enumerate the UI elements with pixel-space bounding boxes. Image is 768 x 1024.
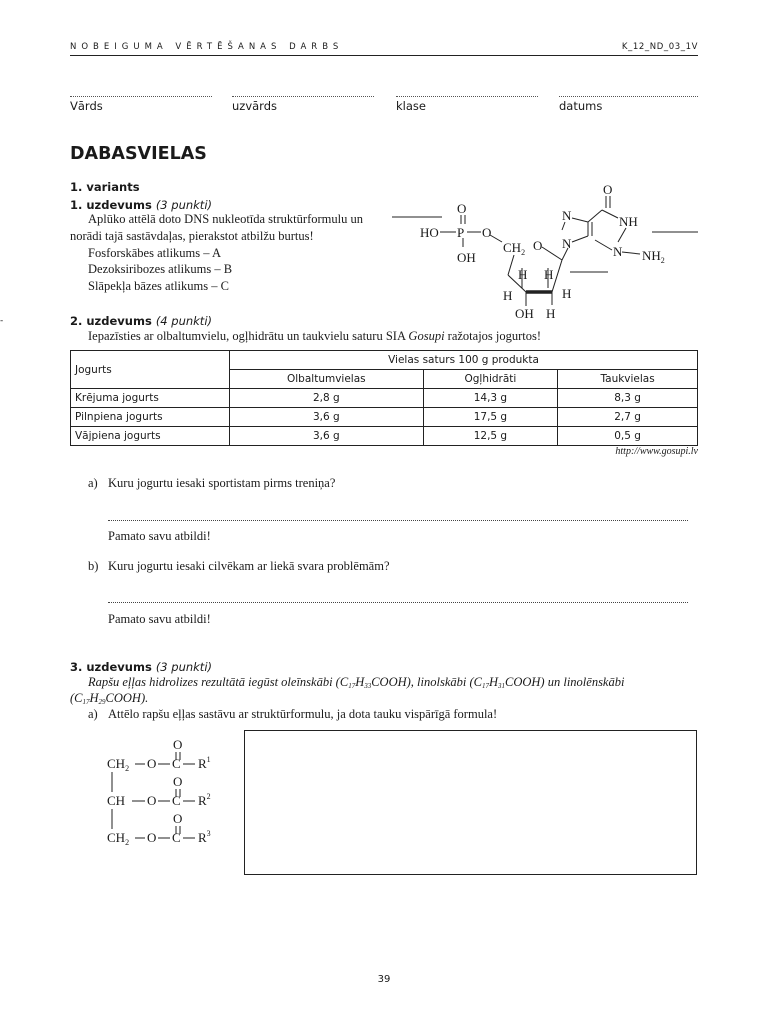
task1-item-c: Slāpekļa bāzes atlikums – C <box>88 279 229 293</box>
question-a: Kuru jogurtu iesaki sportistam pirms treniņa? <box>108 476 336 490</box>
atom-h4: H <box>562 286 572 301</box>
ester-o-1: O <box>147 756 157 771</box>
table-row <box>71 408 698 427</box>
header-rule <box>70 55 698 56</box>
brand-name: Gosupi <box>408 329 445 343</box>
cell-carbs: 17,5 g <box>423 408 558 427</box>
justify-a: Pamato savu atbildi! <box>108 529 211 543</box>
task1-points: (3 punkti) <box>155 198 212 212</box>
task3-heading <box>70 658 212 676</box>
atom-h2: H <box>544 267 554 282</box>
atom-n3: N <box>613 244 623 259</box>
atom-h5: H <box>546 306 556 320</box>
carbon-2: C <box>172 793 181 808</box>
col-header-protein: Olbaltumvielas <box>230 370 424 389</box>
page-title: DABASVIELAS <box>70 144 207 164</box>
source-link[interactable]: http://www.gosupi.lv <box>615 446 698 457</box>
cell-fat: 0,5 g <box>558 427 698 446</box>
atom-h1: H <box>518 267 528 282</box>
atom-nh: NH <box>619 214 638 229</box>
formula-ch2-1: $CH_2$ <box>107 756 130 773</box>
task3-text-line1: Rapšu eļļas hidrolizes rezultātā iegūst oleīnskābi $(C_{17}H_{33}COOH)$, linolskābi $(C_{17}H_{31}COOH)$ un linolēnskābi <box>88 675 625 690</box>
r-group-2: $R^2$ <box>198 792 211 808</box>
r-group-1: $R^1$ <box>198 755 211 771</box>
cell-carbs: 12,5 g <box>423 427 558 446</box>
col-header-jogurts: Jogurts <box>71 351 230 389</box>
atom-nh2: $NH_2$ <box>642 248 665 265</box>
formula-ch2-3: $CH_2$ <box>107 830 130 847</box>
cell-carbs: 14,3 g <box>423 389 558 408</box>
task2-heading <box>70 312 212 330</box>
header-title: NOBEIGUMA VĒRTĒŠANAS DARBS <box>70 42 344 52</box>
carbon-3: C <box>172 830 181 845</box>
table-row <box>71 389 698 408</box>
formula-ch: CH <box>107 793 126 808</box>
cell-protein: 3,6 g <box>230 427 424 446</box>
row-name: Krējuma jogurts <box>71 389 230 408</box>
atom-o-ring: O <box>533 238 543 253</box>
task3-question: Attēlo rapšu eļļas sastāvu ar struktūrformulu, ja dota tauku vispārīgā formula! <box>108 707 498 721</box>
carbon-1: C <box>172 756 181 771</box>
nucleotide-structure <box>390 180 700 320</box>
col-header-fat: Taukvielas <box>558 370 698 389</box>
surname-dotted-line[interactable] <box>232 96 374 97</box>
task3-question-marker: a) <box>88 707 98 721</box>
atom-o-link: O <box>482 225 492 240</box>
task1-item-a: Fosforskābes atlikums – A <box>88 246 221 260</box>
atom-p: P <box>457 225 465 240</box>
col-header-carbs: Ogļhidrāti <box>423 370 558 389</box>
atom-oh-sugar: OH <box>515 306 534 320</box>
row-name: Pilnpiena jogurts <box>71 408 230 427</box>
cell-fat: 8,3 g <box>558 389 698 408</box>
question-a-marker: a) <box>88 476 98 490</box>
atom-h3: H <box>503 288 513 303</box>
task2-label: 2. uzdevums <box>70 314 152 328</box>
ester-o-2: O <box>147 793 157 808</box>
margin-mark: - <box>0 316 4 326</box>
atom-ho: HO <box>420 225 439 240</box>
cell-protein: 2,8 g <box>230 389 424 408</box>
carbonyl-o-3: O <box>173 811 183 826</box>
task1-text-line2: norādi tajā sastāvdaļas, pierakstot atbilžu burtus! <box>70 229 314 243</box>
page-number: 39 <box>377 974 391 985</box>
carbonyl-o-2: O <box>173 774 183 789</box>
table-row <box>71 427 698 446</box>
task1-text-line1: Aplūko attēlā doto DNS nukleotīda struktūrformulu un <box>88 212 363 226</box>
triglyceride-formula <box>100 735 235 855</box>
task2-points: (4 punkti) <box>155 314 212 328</box>
justify-b: Pamato savu atbildi! <box>108 612 211 626</box>
task3-label: 3. uzdevums <box>70 660 152 674</box>
atom-o-top: O <box>457 201 467 216</box>
ester-o-3: O <box>147 830 157 845</box>
surname-label: uzvārds <box>232 99 277 113</box>
question-b: Kuru jogurtu iesaki cilvēkam ar liekā svara problēmām? <box>108 559 390 573</box>
task1-item-b: Dezoksiribozes atlikums – B <box>88 262 233 276</box>
name-label: Vārds <box>70 99 103 113</box>
class-dotted-line[interactable] <box>396 96 538 97</box>
atom-ch2: $CH_2$ <box>503 240 526 257</box>
cell-fat: 2,7 g <box>558 408 698 427</box>
task3-text-line2: $(C_{17}H_{29}COOH)$. <box>70 691 149 706</box>
task3-points: (3 punkti) <box>155 660 212 674</box>
atom-oh-phosphate: OH <box>457 250 476 265</box>
variant-label: 1. variants <box>70 180 140 194</box>
answer-b-line[interactable] <box>108 602 688 603</box>
group-header: Vielas saturs 100 g produkta <box>230 351 698 370</box>
r-group-3: $R^3$ <box>198 829 211 845</box>
task2-intro: Iepazīsties ar olbaltumvielu, ogļhidrātu un taukvielu saturu SIA Gosupi ražotajos jogurtos! <box>88 329 542 343</box>
answer-box[interactable] <box>244 730 697 875</box>
cell-protein: 3,6 g <box>230 408 424 427</box>
name-dotted-line[interactable] <box>70 96 212 97</box>
row-name: Vājpiena jogurts <box>71 427 230 446</box>
answer-a-line[interactable] <box>108 520 688 521</box>
atom-n1: N <box>562 208 572 223</box>
yogurt-table <box>70 350 698 446</box>
class-label: klase <box>396 99 426 113</box>
question-b-marker: b) <box>88 559 99 573</box>
header-code: K_12_ND_03_1V <box>621 42 698 52</box>
task1-label: 1. uzdevums <box>70 198 152 212</box>
atom-o-base: O <box>603 182 613 197</box>
atom-n2: N <box>562 236 572 251</box>
carbonyl-o-1: O <box>173 737 183 752</box>
date-dotted-line[interactable] <box>559 96 698 97</box>
date-label: datums <box>559 99 603 113</box>
